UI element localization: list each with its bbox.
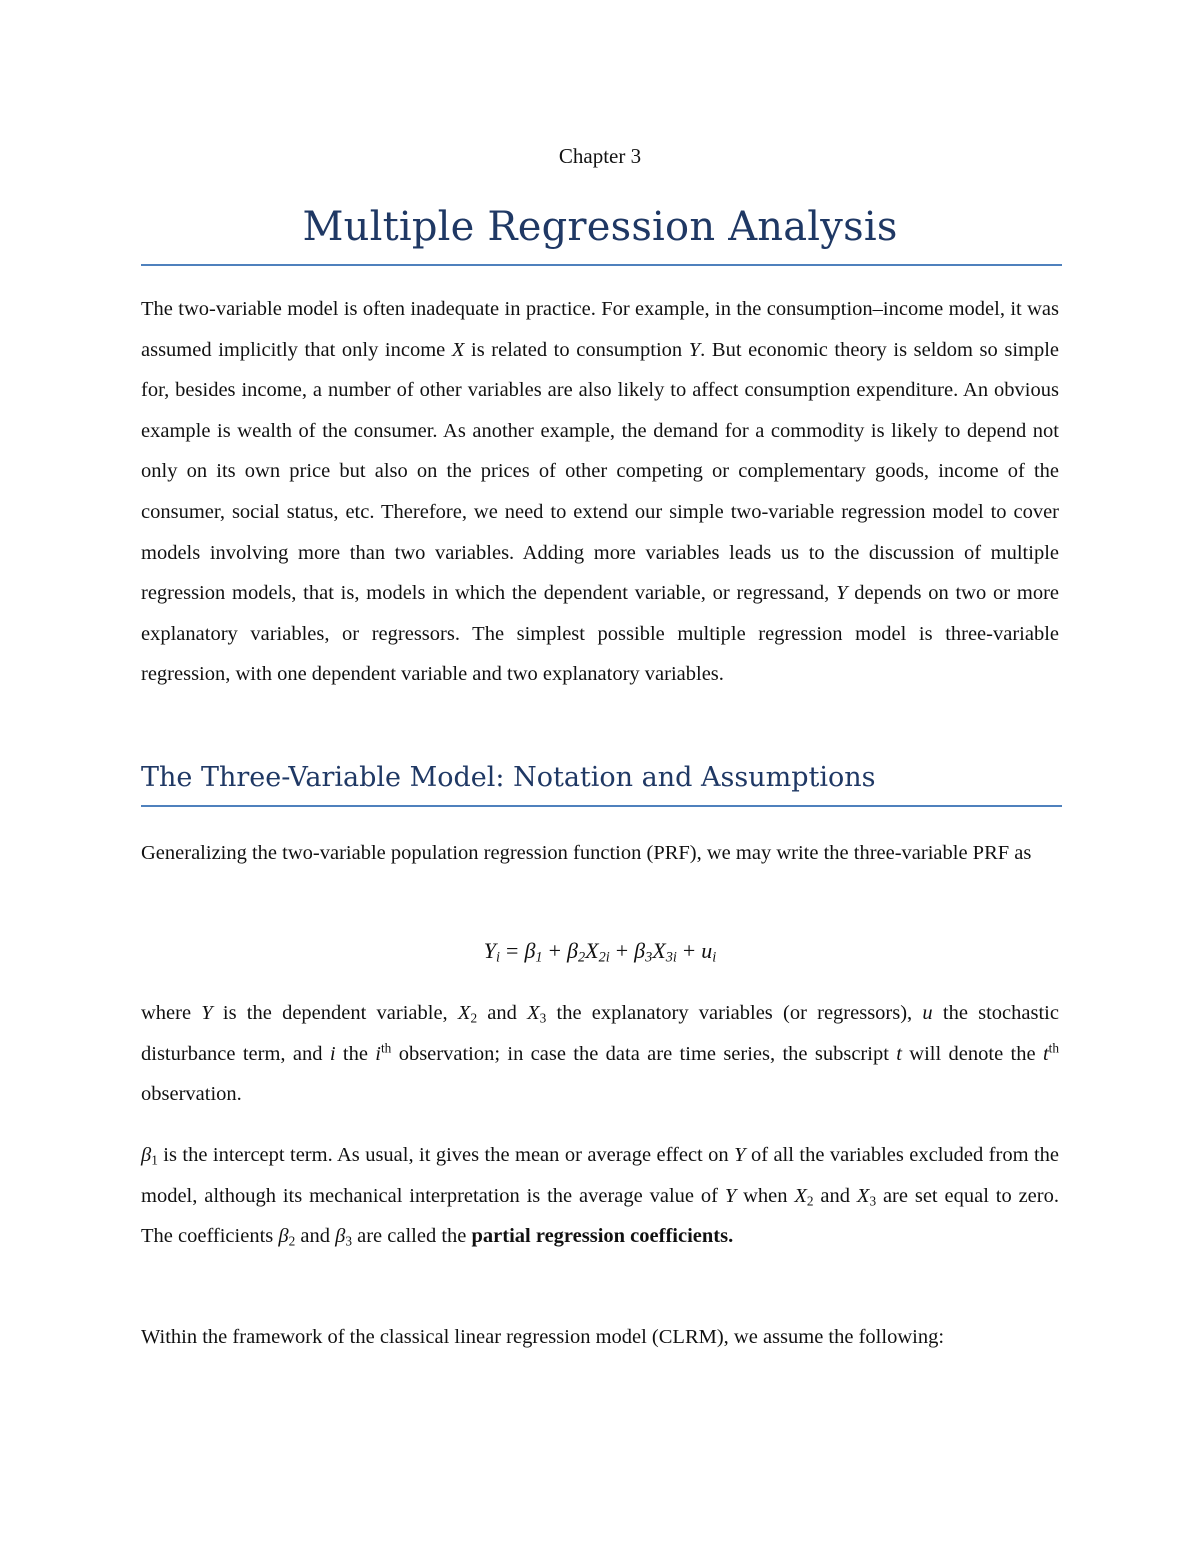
eq-y: Y <box>483 938 497 963</box>
beta-text: of all the variables excluded from the model, although its mechanical interpretation is the average value of <box>141 1144 1060 1207</box>
where-text: where <box>141 1002 202 1024</box>
ordinal-sup: th <box>1048 1040 1059 1056</box>
beta-text: are called the <box>351 1225 472 1248</box>
title-divider <box>141 264 1062 266</box>
eq-beta3: β <box>634 938 646 963</box>
page-title: Multiple Regression Analysis <box>302 204 898 250</box>
var-y: Y <box>734 1144 746 1166</box>
var-x: X <box>451 338 465 361</box>
eq-plus: + <box>615 938 629 963</box>
var-x2-sub: 2 <box>806 1192 814 1208</box>
var-x2-sub: 2 <box>470 1010 478 1026</box>
intro-text-2: is related to consumption <box>464 338 689 361</box>
generalize-paragraph: Generalizing the two-variable population regression function (PRF), we may write the three-variable PRF as <box>141 842 1032 864</box>
eq-x3: X <box>652 938 666 963</box>
eq-x3-sub: 3i <box>665 949 677 966</box>
eq-beta1: β <box>524 938 536 963</box>
var-t: t <box>896 1042 902 1065</box>
where-text: observation; in case the data are time series, the subscript <box>391 1042 897 1065</box>
var-i: i <box>375 1042 381 1065</box>
var-x3-sub: 3 <box>869 1192 877 1208</box>
where-text: will denote the <box>901 1042 1043 1065</box>
var-x2: X <box>794 1184 807 1207</box>
eq-equals: = <box>506 938 519 963</box>
bold-term: partial regression coefficients. <box>471 1225 734 1248</box>
eq-u: u <box>701 938 713 963</box>
intro-text-4: depends on two or more explanatory variables, or regressors. The simplest possible multiple regression model is three-variable regression, with one dependent variable and two explanatory variables. <box>141 582 1059 686</box>
section-heading: The Three-Variable Model: Notation and Assumptions <box>141 762 876 793</box>
section-divider <box>141 805 1062 807</box>
var-y: Y <box>688 338 701 361</box>
var-beta3: β <box>335 1225 346 1248</box>
beta-text: are set equal to zero. The coefficients <box>141 1184 1059 1248</box>
eq-beta2: β <box>566 938 578 963</box>
var-x3-sub: 3 <box>539 1010 547 1026</box>
var-y: Y <box>201 1002 213 1024</box>
clrm-paragraph: Within the framework of the classical linear regression model (CLRM), we assume the following: <box>141 1326 945 1348</box>
var-y: Y <box>836 582 848 605</box>
beta-paragraph <box>141 1135 1059 1257</box>
intro-paragraph <box>141 289 1059 695</box>
eq-u-sub: i <box>712 949 717 966</box>
eq-x2-sub: 2i <box>598 949 610 966</box>
where-text: is the dependent variable, <box>212 1002 458 1024</box>
var-x3: X <box>856 1184 870 1207</box>
eq-plus: + <box>548 938 561 963</box>
var-beta3-sub: 3 <box>345 1233 352 1249</box>
var-beta1: β <box>141 1144 152 1166</box>
beta-text: and <box>295 1225 336 1248</box>
intro-text-3: . But economic theory is seldom so simple for, besides income, a number of other variables are also likely to affect consumption expenditure. An obvious example is wealth of the consumer. As another example, the demand for a commodity is likely to depend not only on its own price but also on the prices of other competing or complementary goods, income of the consumer, social status, etc. Therefore, we need to extend our simple two-variable regression model to cover models involving more than two variables. Adding more variables leads us to the discussion of multiple regression models, that is, models in which the dependent variable, or regressand, <box>141 338 1060 605</box>
beta-text: is the intercept term. As usual, it gives the mean or average effect on <box>157 1144 735 1166</box>
var-x3: X <box>527 1002 540 1024</box>
var-beta2-sub: 2 <box>288 1233 296 1249</box>
eq-beta2-sub: 2 <box>577 949 586 966</box>
eq-beta3-sub: 3 <box>645 949 653 966</box>
var-y: Y <box>724 1184 737 1207</box>
eq-beta1-sub: 1 <box>535 949 543 966</box>
beta-text: when <box>736 1184 795 1207</box>
ordinal-sup: th <box>380 1040 392 1056</box>
var-beta1-sub: 1 <box>151 1152 158 1168</box>
eq-x2: X <box>585 938 599 963</box>
where-text: and <box>477 1002 528 1024</box>
var-beta2: β <box>278 1225 289 1248</box>
beta-text: and <box>813 1184 857 1207</box>
var-t: t <box>1042 1042 1049 1065</box>
where-text: the explanatory variables (or regressors), <box>546 1002 923 1024</box>
var-u: u <box>922 1002 933 1024</box>
eq-y-sub: i <box>496 949 501 966</box>
var-x2: X <box>457 1002 471 1024</box>
var-i: i <box>329 1042 336 1065</box>
where-text: the stochastic disturbance term, and <box>141 1002 1059 1065</box>
intro-text-1: The two-variable model is often inadequate in practice. For example, in the consumption–income model, it was assumed implicitly that only income <box>141 298 1059 361</box>
prf-equation <box>141 938 1059 964</box>
where-paragraph <box>141 993 1059 1115</box>
where-text: the <box>335 1042 376 1065</box>
where-text: observation. <box>141 1083 242 1106</box>
eq-plus: + <box>682 938 696 963</box>
chapter-label: Chapter 3 <box>558 144 642 168</box>
